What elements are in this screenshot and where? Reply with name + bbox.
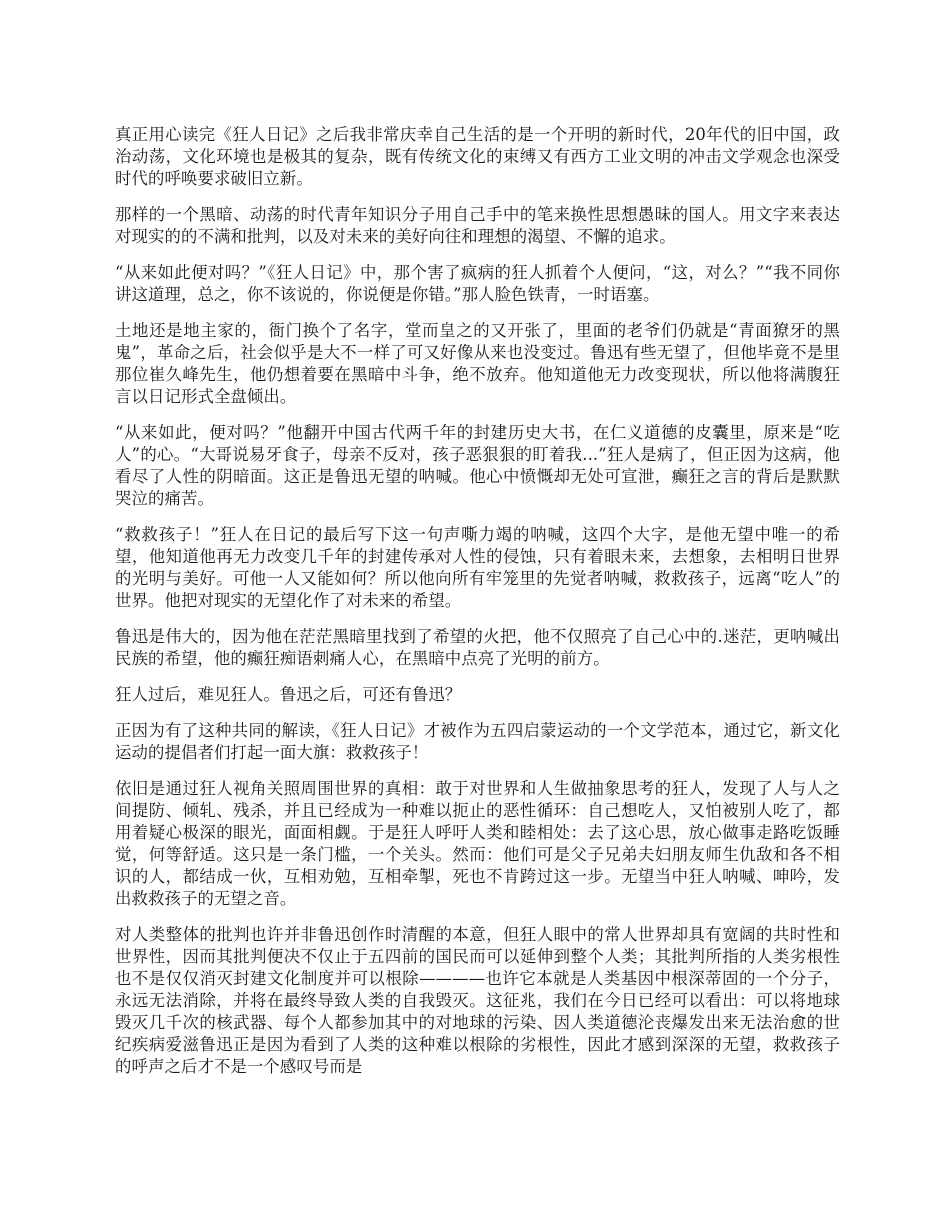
paragraph-1: 真正用心读完《狂人日记》之后我非常庆幸自己生活的是一个开明的新时代，20年代的旧中国，政治动荡，文化环境也是极其的复杂，既有传统文化的束缚又有西方工业文明的冲击文学观念也深受时代的呼唤要求破旧立新。: [115, 125, 840, 188]
paragraph-5: “从来如此，便对吗？”他翻开中国古代两千年的封建历史大书，在仁义道德的皮囊里，原来是“吃人”的心。“大哥说易牙食子，母亲不反对，孩子恶狠狠的盯着我...”狂人是病了，但正因为这病，他看尽了人性的阴暗面。这正是鲁迅无望的呐喊。他心中愤慨却无处可宣泄，癫狂之言的背后是默默哭泣的痛苦。: [115, 423, 840, 508]
document-body: [115, 124, 840, 1092]
paragraph-2: 那样的一个黑暗、动荡的时代青年知识分子用自己手中的笔来换性思想愚昧的国人。用文字来表达对现实的的不满和批判，以及对未来的美好向往和理想的渴望、不懈的追求。: [115, 205, 840, 246]
paragraph-10: 依旧是通过狂人视角关照周围世界的真相：敢于对世界和人生做抽象思考的狂人，发现了人与人之间提防、倾轧、残杀，并且已经成为一种难以扼止的恶性循环：自己想吃人，又怕被别人吃了，都用着疑心极深的眼光，面面相觑。于是狂人呼吁人类和睦相处：去了这心思，放心做事走路吃饭睡觉，何等舒适。这只是一条门槛，一个关头。然而：他们可是父子兄弟夫妇朋友师生仇敌和各不相识的人，都结成一伙，互相劝勉，互相牵掣，死也不肯跨过这一步。无望当中狂人呐喊、呻吟，发出救救孩子的无望之音。: [115, 779, 840, 908]
paragraph-7: 鲁迅是伟大的，因为他在茫茫黑暗里找到了希望的火把，他不仅照亮了自己心中的.迷茫，更呐喊出民族的希望，他的癫狂痴语刺痛人心，在黑暗中点亮了光明的前方。: [115, 627, 840, 668]
paragraph-11: 对人类整体的批判也许并非鲁迅创作时清醒的本意，但狂人眼中的常人世界却具有宽阔的共时性和世界性，因而其批判便决不仅止于五四前的国民而可以延伸到整个人类；其批判所指的人类劣根性也不是仅仅消灭封建文化制度并可以根除————也许它本就是人类基因中根深蒂固的一个分子，永远无法消除，并将在最终导致人类的自我毁灭。这征兆，我们在今日已经可以看出：可以将地球毁灭几千次的核武器、每个人都参加其中的对地球的污染、因人类道德沦丧爆发出来无法治愈的世纪疾病爱滋鲁迅正是因为看到了人类的这种难以根除的劣根性，因此才感到深深的无望，救救孩子的呼声之后才不是一个感叹号而是: [115, 925, 840, 1076]
paragraph-4: 土地还是地主家的，衙门换个了名字，堂而皇之的又开张了，里面的老爷们仍就是“青面獠牙的黑鬼”，革命之后，社会似乎是大不一样了可又好像从来也没变过。鲁迅有些无望了，但他毕竟不是里那位崔久峰先生，他仍想着要在黑暗中斗争，绝不放弃。他知道他无力改变现状，所以他将满腹狂言以日记形式全盘倾出。: [115, 321, 840, 406]
paragraph-8: 狂人过后，难见狂人。鲁迅之后，可还有鲁迅？: [115, 685, 462, 704]
paragraph-3: “从来如此便对吗？”《狂人日记》中，那个害了疯病的狂人抓着个人便问，“这，对么？”“我不同你讲这道理，总之，你不该说的，你说便是你错。”那人脸色铁青，一时语塞。: [115, 263, 840, 304]
paragraph-6: “救救孩子！”狂人在日记的最后写下这一句声嘶力竭的呐喊，这四个大字，是他无望中唯一的希望，他知道他再无力改变几千年的封建传承对人性的侵蚀，只有着眼未来，去想象，去相明日世界的光明与美好。可他一人又能如何？所以他向所有牢笼里的先觉者呐喊，救救孩子，远离“吃人”的世界。他把对现实的无望化作了对未来的希望。: [115, 525, 840, 610]
paragraph-9: 正因为有了这种共同的解读，《狂人日记》才被作为五四启蒙运动的一个文学范本，通过它，新文化运动的提倡者们打起一面大旗：救救孩子！: [115, 721, 840, 762]
